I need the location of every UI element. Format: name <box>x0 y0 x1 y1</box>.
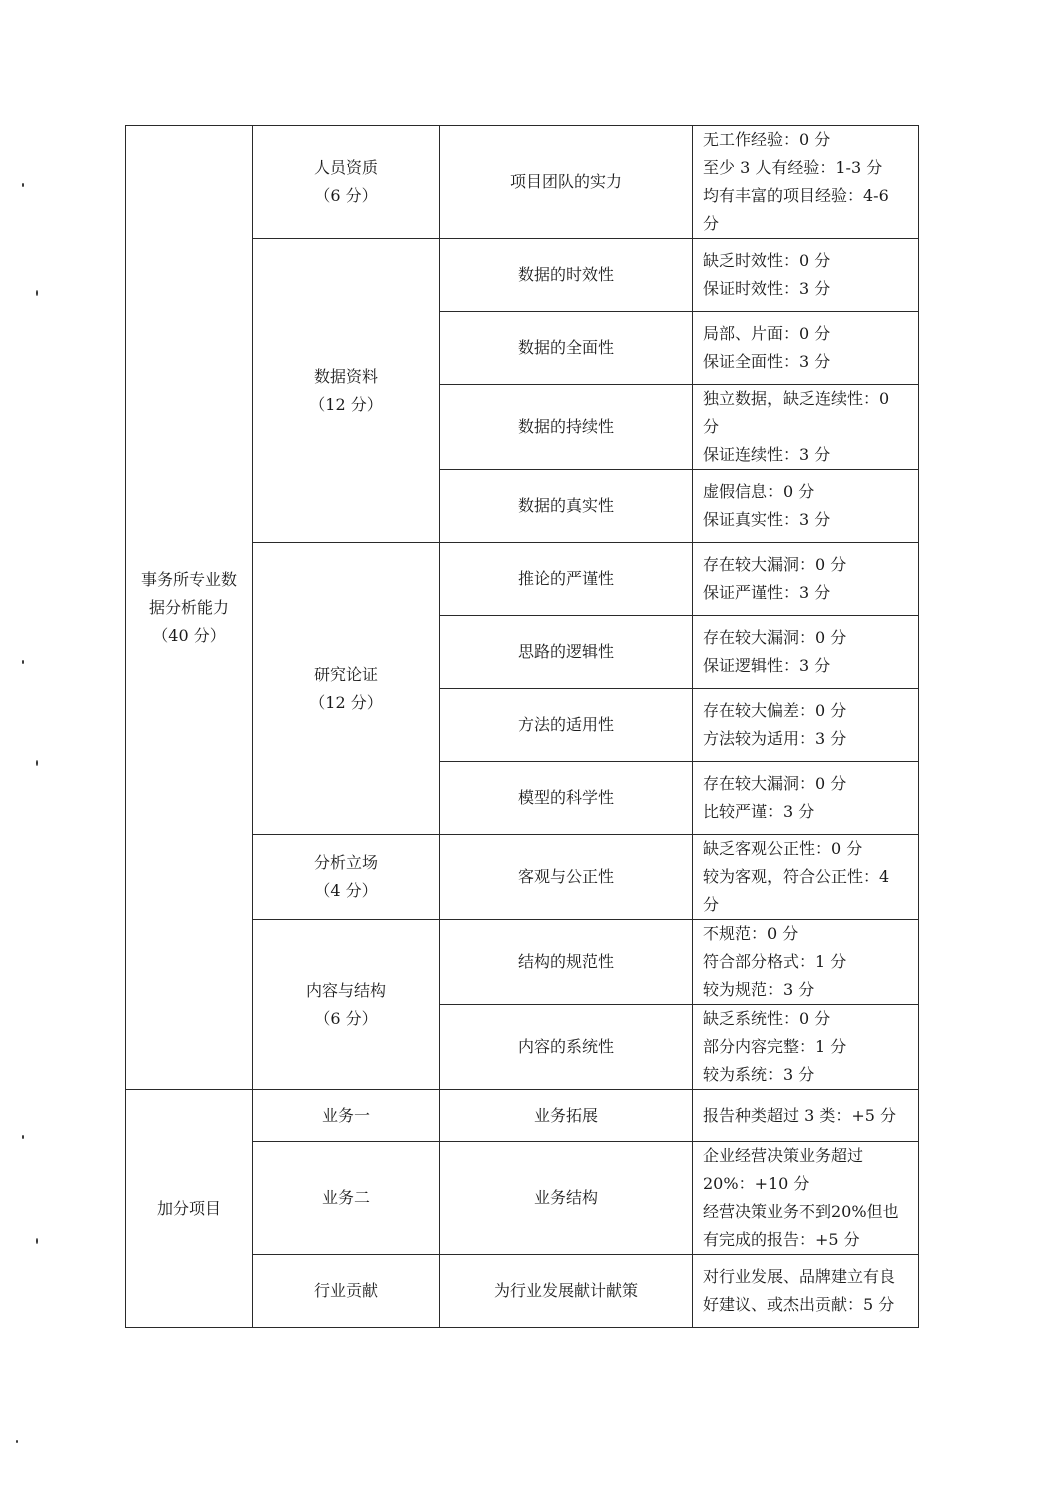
section-cell <box>126 126 253 1090</box>
item-name-cell: 客观与公正性 <box>440 835 693 920</box>
criteria-cell-line: 好建议、或杰出贡献：5 分 <box>703 1295 895 1314</box>
criteria-cell-line: 20%：+10 分 <box>703 1174 810 1193</box>
criteria-cell-line: 报告种类超过 3 类：+5 分 <box>703 1105 897 1125</box>
criteria-cell-line: 保证时效性：3 分 <box>703 279 831 298</box>
criteria-cell-line: 较为规范：3 分 <box>703 980 815 999</box>
criteria-cell-line: 保证逻辑性：3 分 <box>703 656 831 675</box>
category-cell-line: （4 分） <box>314 881 378 900</box>
section-cell-line: （40 分） <box>152 625 226 645</box>
category-cell <box>253 239 440 543</box>
criteria-cell <box>693 126 919 239</box>
category-cell-line: （6 分） <box>314 186 378 205</box>
section-cell-line: 据分析能力 <box>148 597 229 617</box>
criteria-cell-line: 企业经营决策业务超过 <box>703 1146 864 1165</box>
criteria-cell-line: 缺乏系统性：0 分 <box>703 1009 831 1028</box>
criteria-cell-line: 保证连续性：3 分 <box>703 445 831 464</box>
criteria-cell <box>693 1090 919 1142</box>
table-row <box>126 1090 919 1142</box>
category-cell-line: 行业贡献 <box>313 1281 378 1300</box>
criteria-cell-line: 独立数据，缺乏连续性：0 <box>703 389 890 408</box>
criteria-cell-line: 存在较大漏洞：0 分 <box>703 628 847 647</box>
category-cell <box>253 835 440 920</box>
scan-speck <box>22 660 24 664</box>
item-name-cell: 内容的系统性 <box>440 1005 693 1090</box>
item-name-cell: 数据的全面性 <box>440 312 693 385</box>
criteria-cell <box>693 385 919 470</box>
criteria-cell-line: 均有丰富的项目经验：4-6 <box>703 186 889 205</box>
criteria-cell-line: 至少 3 人有经验：1-3 分 <box>703 158 883 177</box>
section-cell-line: 事务所专业数 <box>140 569 237 589</box>
criteria-cell-line: 方法较为适用：3 分 <box>703 729 847 748</box>
category-cell <box>253 126 440 239</box>
item-name-cell: 项目团队的实力 <box>440 126 693 239</box>
criteria-cell <box>693 1142 919 1255</box>
category-cell-line: （12 分） <box>309 692 383 712</box>
criteria-cell <box>693 1255 919 1328</box>
item-name-cell: 结构的规范性 <box>440 920 693 1005</box>
category-cell <box>253 920 440 1090</box>
section-cell <box>126 1090 253 1328</box>
criteria-cell-line: 保证真实性：3 分 <box>703 510 831 529</box>
criteria-cell-line: 缺乏时效性：0 分 <box>703 251 831 270</box>
scan-speck <box>22 1135 24 1139</box>
scan-speck <box>16 1440 18 1443</box>
item-name-cell: 模型的科学性 <box>440 762 693 835</box>
category-cell <box>253 1142 440 1255</box>
criteria-cell <box>693 239 919 312</box>
criteria-cell-line: 存在较大漏洞：0 分 <box>703 774 847 793</box>
criteria-cell-line: 保证全面性：3 分 <box>703 352 831 371</box>
category-cell-line: 研究论证 <box>313 664 378 684</box>
criteria-cell-line: 局部、片面：0 分 <box>703 324 831 343</box>
criteria-cell-line: 比较严谨：3 分 <box>703 802 815 821</box>
item-name-cell: 业务拓展 <box>440 1090 693 1142</box>
category-cell <box>253 1255 440 1328</box>
criteria-cell <box>693 689 919 762</box>
item-name-cell: 思路的逻辑性 <box>440 616 693 689</box>
criteria-cell-line: 不规范：0 分 <box>703 924 799 943</box>
criteria-cell-line: 对行业发展、品牌建立有良 <box>703 1267 896 1286</box>
criteria-cell <box>693 1005 919 1090</box>
category-cell-line: （6 分） <box>314 1008 378 1028</box>
item-name-cell: 方法的适用性 <box>440 689 693 762</box>
criteria-cell <box>693 835 919 920</box>
criteria-cell-line: 有完成的报告：+5 分 <box>703 1230 860 1249</box>
category-cell <box>253 1090 440 1142</box>
category-cell-line: 分析立场 <box>313 853 378 872</box>
category-cell <box>253 543 440 835</box>
scan-speck <box>36 760 38 766</box>
section-cell-line: 加分项目 <box>156 1198 221 1218</box>
scan-speck <box>36 290 38 296</box>
category-cell-line: 内容与结构 <box>305 980 386 1000</box>
category-cell-line: 数据资料 <box>313 366 378 386</box>
item-name-cell: 为行业发展献计献策 <box>440 1255 693 1328</box>
item-name-cell: 推论的严谨性 <box>440 543 693 616</box>
criteria-cell-line: 无工作经验：0 分 <box>703 130 831 149</box>
criteria-cell-line: 较为系统：3 分 <box>703 1065 815 1084</box>
category-cell-line: 业务一 <box>321 1105 370 1125</box>
category-cell-line: （12 分） <box>309 394 383 414</box>
criteria-cell-line: 分 <box>703 214 720 233</box>
criteria-cell <box>693 470 919 543</box>
item-name-cell: 数据的时效性 <box>440 239 693 312</box>
criteria-cell-line: 符合部分格式：1 分 <box>703 952 847 971</box>
criteria-cell-line: 经营决策业务不到20%但也 <box>703 1202 899 1221</box>
item-name-cell: 业务结构 <box>440 1142 693 1255</box>
criteria-cell-line: 保证严谨性：3 分 <box>703 583 831 602</box>
criteria-cell <box>693 616 919 689</box>
category-cell-line: 人员资质 <box>313 158 378 177</box>
criteria-cell-line: 缺乏客观公正性：0 分 <box>703 839 863 858</box>
category-cell-line: 业务二 <box>321 1188 370 1207</box>
criteria-cell <box>693 920 919 1005</box>
item-name-cell: 数据的真实性 <box>440 470 693 543</box>
scoring-table <box>125 125 919 1328</box>
criteria-cell-line: 存在较大漏洞：0 分 <box>703 555 847 574</box>
criteria-cell-line: 分 <box>703 417 720 436</box>
scan-speck <box>36 1238 38 1244</box>
criteria-cell <box>693 312 919 385</box>
criteria-cell-line: 分 <box>703 895 720 914</box>
table-row <box>126 126 919 239</box>
criteria-cell-line: 部分内容完整：1 分 <box>703 1037 847 1056</box>
scan-speck <box>22 183 24 187</box>
criteria-cell-line: 存在较大偏差：0 分 <box>703 701 847 720</box>
criteria-cell-line: 较为客观，符合公正性：4 <box>703 867 890 886</box>
item-name-cell: 数据的持续性 <box>440 385 693 470</box>
criteria-cell <box>693 543 919 616</box>
criteria-cell-line: 虚假信息：0 分 <box>703 482 815 501</box>
criteria-cell <box>693 762 919 835</box>
